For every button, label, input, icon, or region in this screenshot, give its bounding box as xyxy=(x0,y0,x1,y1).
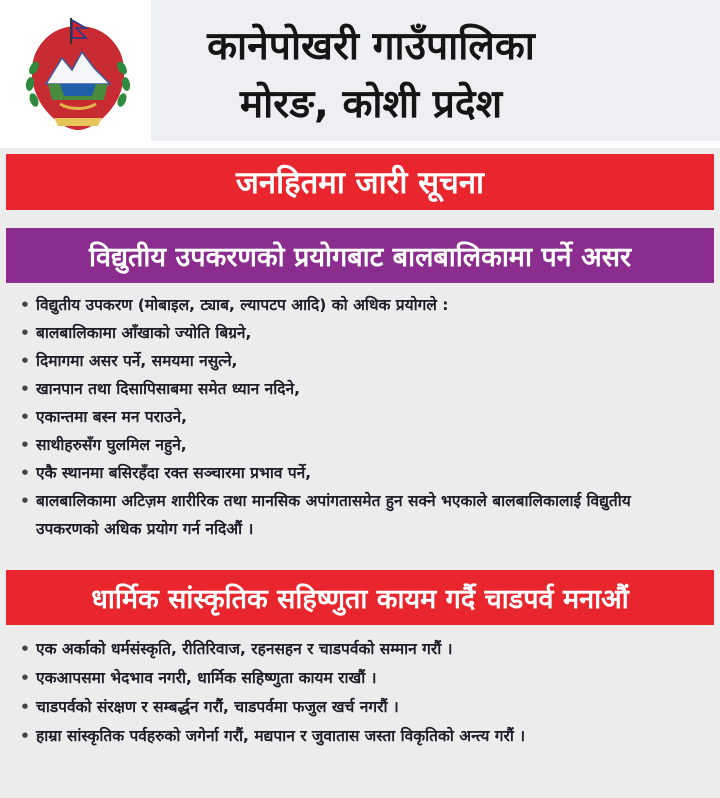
list-item: • विद्युतीय उपकरण (मोबाइल, ट्याब, ल्यापटप आदि) को अधिक प्रयोगले : xyxy=(20,291,690,319)
list-item: • बालबालिकामा आँखाको ज्योति बिग्रने, xyxy=(20,319,690,347)
section1-list xyxy=(20,291,690,543)
section2-list xyxy=(20,635,690,751)
list-item: • चाडपर्वको संरक्षण र सम्बर्द्धन गरौं, चाडपर्वमा फजुल खर्च नगरौं । xyxy=(20,693,690,722)
list-item: • एक अर्काको धर्मसंस्कृति, रीतिरिवाज, रहनसहन र चाडपर्वको सम्मान गरौं । xyxy=(20,635,690,664)
list-item: • साथीहरुसँग घुलमिल नहुने, xyxy=(20,431,690,459)
list-item: • दिमागमा असर पर्ने, समयमा नसुत्ने, xyxy=(20,347,690,375)
list-item: • बालबालिकामा अटिज़म शारीरिक तथा मानसिक अपांगतासमेत हुन सक्ने भएकाले बालबालिकालाई विद्युतीय उपकरणको अधिक प्रयोग गर्न नदिऔं । xyxy=(20,487,690,543)
list-item: • हाम्रा सांस्कृतिक पर्वहरुको जगेर्ना गरौं, मद्यपान र जुवातास जस्ता विकृतिको अन्त्य गरौं । xyxy=(20,722,690,751)
section2-heading: धार्मिक सांस्कृतिक सहिष्णुता कायम गर्दै चाडपर्व मनाऔं xyxy=(6,570,714,625)
list-item: • खानपान तथा दिसापिसाबमा समेत ध्यान नदिने, xyxy=(20,375,690,403)
list-item: • एकान्तमा बस्न मन पराउने, xyxy=(20,403,690,431)
section1-heading: विद्युतीय उपकरणको प्रयोगबाट बालबालिकामा पर्ने असर xyxy=(6,228,714,283)
district-province: मोरङ, कोशी प्रदेश xyxy=(239,82,503,127)
nepal-emblem-logo-icon xyxy=(14,14,142,136)
municipality-name: कानेपोखरी गाउँपालिका xyxy=(207,24,535,69)
notice-panel xyxy=(0,148,720,798)
list-item: • एकआपसमा भेदभाव नगरी, धार्मिक सहिष्णुता कायम राखौं । xyxy=(20,664,690,693)
public-notice-banner: जनहितमा जारी सूचना xyxy=(6,154,714,210)
header xyxy=(0,0,720,148)
list-item: • एकै स्थानमा बसिरहँदा रक्त सञ्चारमा प्रभाव पर्ने, xyxy=(20,459,690,487)
municipality-title-box xyxy=(151,0,720,141)
